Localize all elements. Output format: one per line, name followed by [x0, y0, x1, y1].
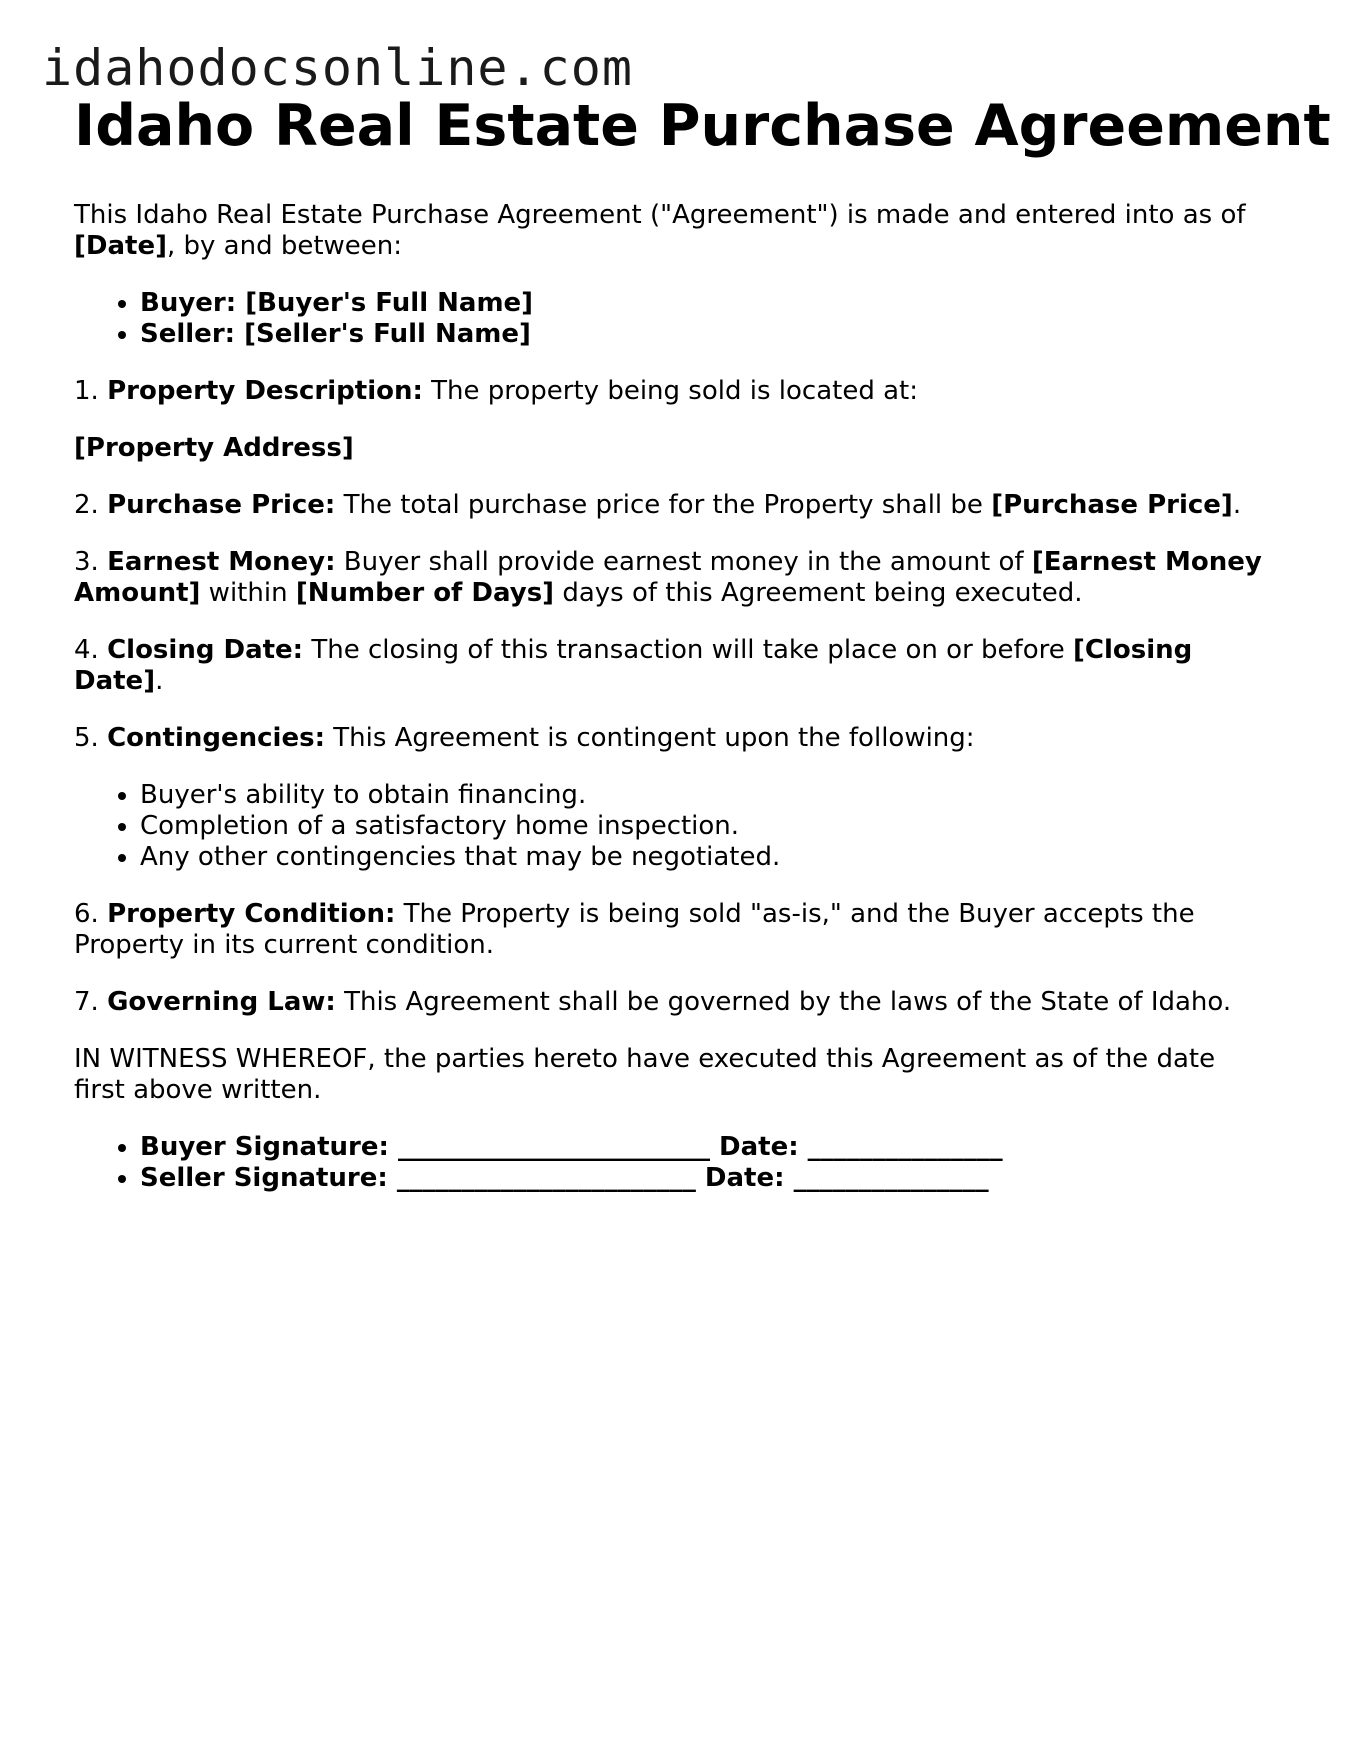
section-text: The total purchase price for the Property shall be	[335, 490, 992, 520]
section-heading: Property Condition:	[107, 899, 396, 929]
witness-paragraph: IN WITNESS WHEREOF, the parties hereto have executed this Agreement as of the date first above written.	[74, 1044, 1216, 1105]
number-of-days-placeholder: [Number of Days]	[295, 578, 555, 608]
earnest-money-placeholder: [Earnest Money Amount]	[74, 547, 1262, 608]
date-label: Date:	[719, 1132, 799, 1162]
contingency-item: • Completion of a satisfactory home inspection.	[140, 811, 1274, 842]
property-address-placeholder: [Property Address]	[74, 433, 354, 463]
signatures-list	[74, 1132, 1274, 1194]
party-value: [Buyer's Full Name]	[245, 288, 534, 318]
signature-item-seller	[140, 1163, 1274, 1194]
section-text: within	[200, 578, 296, 608]
parties-list	[74, 288, 1274, 350]
section-number: 6.	[74, 899, 99, 929]
signature-item-buyer	[140, 1132, 1274, 1163]
contingency-item: • Buyer's ability to obtain financing.	[140, 780, 1274, 811]
section-text: The closing of this transaction will take place on or before	[303, 635, 1073, 665]
section-text: The property being sold is located at:	[422, 376, 918, 406]
contingencies-list	[74, 780, 1274, 873]
party-item-buyer	[140, 288, 1274, 319]
date-line[interactable]: _______________	[807, 1132, 1003, 1162]
section-text: The Property is being sold "as-is," and the Buyer accepts the Property in its current condition.	[74, 899, 1195, 960]
signature-line[interactable]: _______________________	[396, 1163, 696, 1193]
signature-label: Seller Signature:	[140, 1163, 388, 1193]
section-number: 5.	[74, 723, 99, 753]
date-line[interactable]: _______________	[793, 1163, 989, 1193]
party-label: Seller:	[140, 319, 236, 349]
section-heading: Earnest Money:	[107, 547, 336, 577]
property-address-paragraph	[74, 433, 1274, 464]
section-number: 3.	[74, 547, 99, 577]
signature-line[interactable]: ________________________	[397, 1132, 710, 1162]
section-governing-law	[74, 987, 1274, 1018]
contingency-item: • Any other contingencies that may be negotiated.	[140, 842, 1274, 873]
document-title: Idaho Real Estate Purchase Agreement	[74, 93, 1331, 159]
section-text: Buyer shall provide earnest money in the amount of	[335, 547, 1032, 577]
section-earnest-money	[74, 547, 1274, 609]
watermark: idahodocsonline.com	[42, 39, 633, 97]
section-text-end: .	[1232, 490, 1242, 520]
section-property-condition	[74, 899, 1274, 961]
intro-paragraph	[74, 200, 1274, 262]
section-heading: Purchase Price:	[107, 490, 336, 520]
section-property-description	[74, 376, 1274, 407]
party-item-seller	[140, 319, 1274, 350]
section-heading: Contingencies:	[107, 723, 325, 753]
section-text: days of this Agreement being executed.	[554, 578, 1083, 608]
section-heading: Property Description:	[107, 376, 423, 406]
section-heading: Governing Law:	[107, 987, 336, 1017]
section-heading: Closing Date:	[107, 635, 304, 665]
section-text: This Agreement shall be governed by the laws of the State of Idaho.	[335, 987, 1232, 1017]
section-number: 7.	[74, 987, 99, 1017]
intro-text-after: , by and between:	[166, 231, 403, 261]
intro-text: This Idaho Real Estate Purchase Agreement ("Agreement") is made and entered into as of	[74, 200, 1246, 230]
section-text-end: .	[155, 666, 164, 696]
section-number: 1.	[74, 376, 99, 406]
closing-date-placeholder: [Closing Date]	[74, 635, 1193, 696]
date-placeholder: [Date]	[74, 231, 167, 261]
section-number: 2.	[74, 490, 99, 520]
date-label: Date:	[704, 1163, 785, 1193]
section-purchase-price	[74, 490, 1274, 521]
section-number: 4.	[74, 635, 99, 665]
signature-label: Buyer Signature:	[140, 1132, 389, 1162]
section-closing-date	[74, 635, 1274, 697]
party-value: [Seller's Full Name]	[244, 319, 531, 349]
party-label: Buyer:	[140, 288, 237, 318]
purchase-price-placeholder: [Purchase Price]	[991, 490, 1233, 520]
section-text: This Agreement is contingent upon the following:	[324, 723, 975, 753]
section-contingencies	[74, 723, 1274, 754]
document	[74, 92, 1331, 1220]
